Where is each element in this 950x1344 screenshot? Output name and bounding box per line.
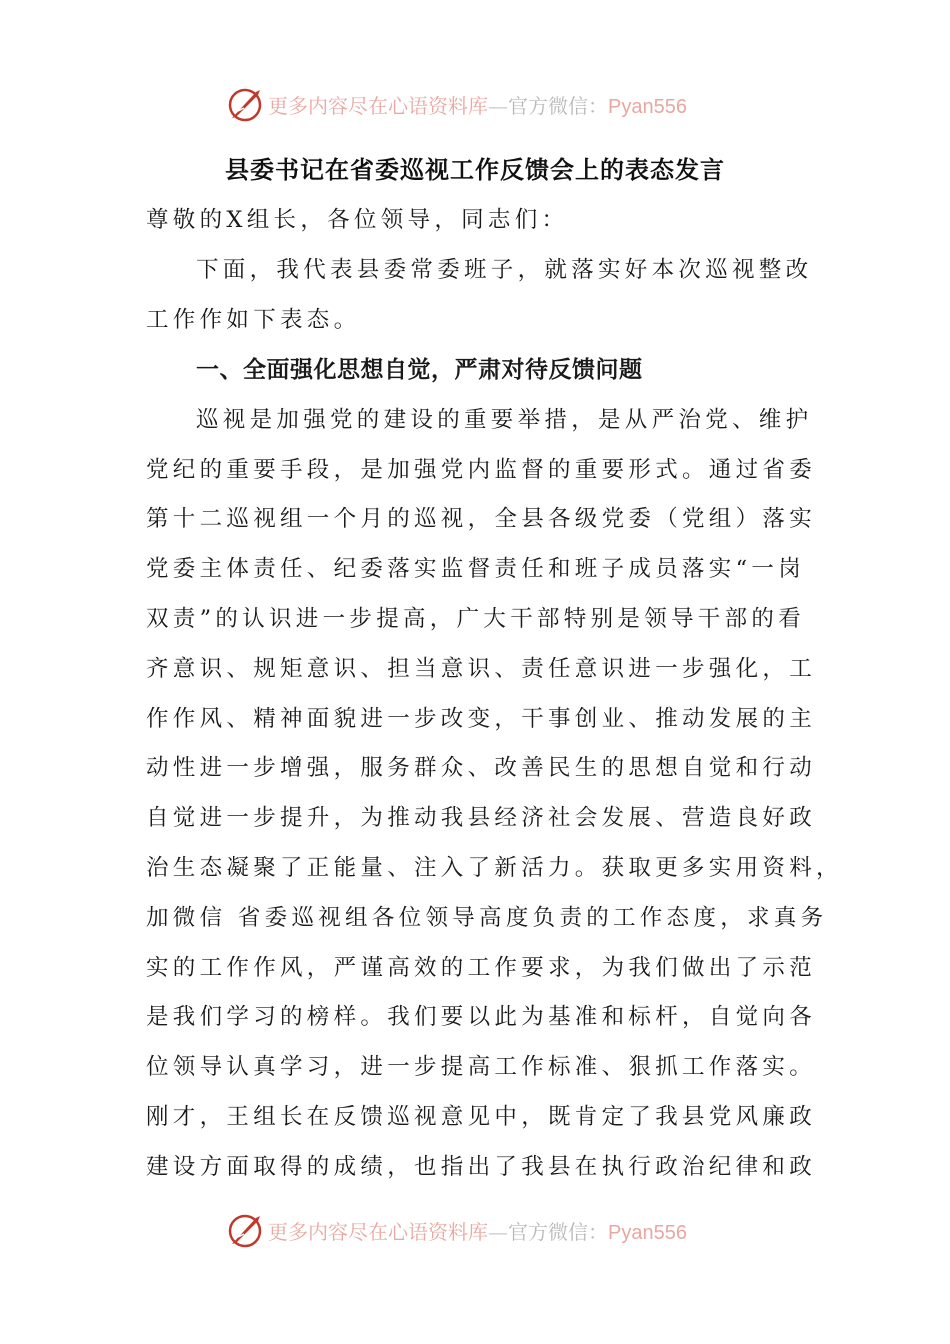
watermark-text	[268, 90, 687, 119]
body-line: 加微信 省委巡视组各位领导高度负责的工作态度，求真务	[146, 905, 828, 931]
body-line: 作作风、精神面貌进一步改变，干事创业、推动发展的主	[146, 706, 817, 732]
watermark-site-text: 更多内容尽在心语资料库	[268, 1219, 488, 1244]
watermark-separator: —	[488, 1219, 508, 1244]
body-line: 下面，我代表县委常委班子，就落实好本次巡视整改	[196, 257, 813, 283]
body-line: 巡视是加强党的建设的重要举措，是从严治党、维护	[196, 407, 813, 433]
document-title: 县委书记在省委巡视工作反馈会上的表态发言	[225, 156, 725, 184]
watermark-wechat-id: Pyan556	[608, 95, 687, 118]
watermark-banner-top	[226, 84, 746, 124]
quill-logo-icon	[226, 1210, 266, 1250]
watermark-label: 官方微信：	[508, 1219, 608, 1244]
watermark-separator: —	[488, 93, 508, 118]
body-line: 实的工作作风，严谨高效的工作要求，为我们做出了示范	[146, 955, 817, 981]
watermark-label: 官方微信：	[508, 93, 608, 118]
salutation: 尊敬的X组长，各位领导，同志们：	[146, 207, 569, 233]
watermark-text	[268, 1216, 687, 1245]
watermark-wechat-id: Pyan556	[608, 1221, 687, 1244]
body-line: 刚才，王组长在反馈巡视意见中，既肯定了我县党风廉政	[146, 1104, 817, 1130]
body-line: 是我们学习的榜样。我们要以此为基准和标杆，自觉向各	[146, 1004, 817, 1030]
body-line: 自觉进一步提升，为推动我县经济社会发展、营造良好政	[146, 805, 817, 831]
body-line: 动性进一步增强，服务群众、改善民生的思想自觉和行动	[146, 755, 817, 781]
body-line: 党委主体责任、纪委落实监督责任和班子成员落实“一岗	[146, 556, 806, 582]
quill-logo-icon	[226, 84, 266, 124]
body-line: 工作作如下表态。	[146, 307, 361, 333]
body-line: 双责”的认识进一步提高，广大干部特别是领导干部的看	[146, 606, 806, 632]
watermark-banner-bottom	[226, 1210, 746, 1250]
body-line: 第十二巡视组一个月的巡视，全县各级党委（党组）落实	[146, 506, 817, 532]
body-line: 位领导认真学习，进一步提高工作标准、狠抓工作落实。	[146, 1054, 817, 1080]
body-line: 党纪的重要手段，是加强党内监督的重要形式。通过省委	[146, 457, 817, 483]
body-line: 治生态凝聚了正能量、注入了新活力。获取更多实用资料，	[146, 855, 843, 881]
body-line: 齐意识、规矩意识、担当意识、责任意识进一步强化，工	[146, 656, 817, 682]
section-heading: 一、全面强化思想自觉，严肃对待反馈问题	[196, 357, 643, 383]
watermark-site-text: 更多内容尽在心语资料库	[268, 93, 488, 118]
body-line: 建设方面取得的成绩，也指出了我县在执行政治纪律和政	[146, 1154, 817, 1180]
